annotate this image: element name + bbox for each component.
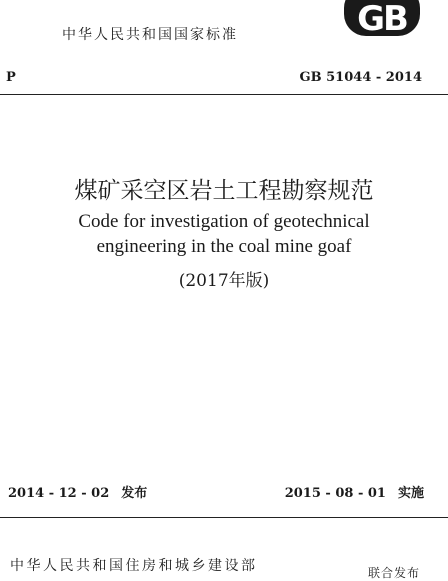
gb-logo-graphic — [340, 0, 424, 40]
title-english-line1: Code for investigation of geotechnical — [78, 211, 370, 232]
bottom-divider — [0, 517, 448, 518]
issuing-authority: 中华人民共和国住房和城乡建设部 — [10, 558, 258, 574]
gb-logo — [340, 0, 424, 40]
classification-code: P — [6, 70, 16, 85]
effective-date-block — [285, 482, 424, 501]
top-divider — [0, 94, 448, 95]
title-english-line2: engineering in the coal mine goaf — [96, 236, 352, 257]
standard-type-header: 中华人民共和国国家标准 — [62, 27, 238, 43]
svg-text:GB: GB — [357, 0, 407, 39]
standard-number: GB 51044 - 2014 — [299, 70, 422, 85]
edition-label: (2017年版) — [178, 271, 270, 291]
effective-date: 2015 - 08 - 01 — [284, 486, 386, 501]
issue-date: 2014 - 12 - 02 — [8, 486, 110, 501]
issue-label: 发布 — [121, 486, 148, 501]
joint-issue-label: 联合发布 — [368, 566, 421, 580]
title-chinese: 煤矿采空区岩土工程勘察规范 — [74, 178, 374, 204]
effective-label: 实施 — [397, 486, 424, 501]
issue-date-block — [8, 482, 147, 501]
